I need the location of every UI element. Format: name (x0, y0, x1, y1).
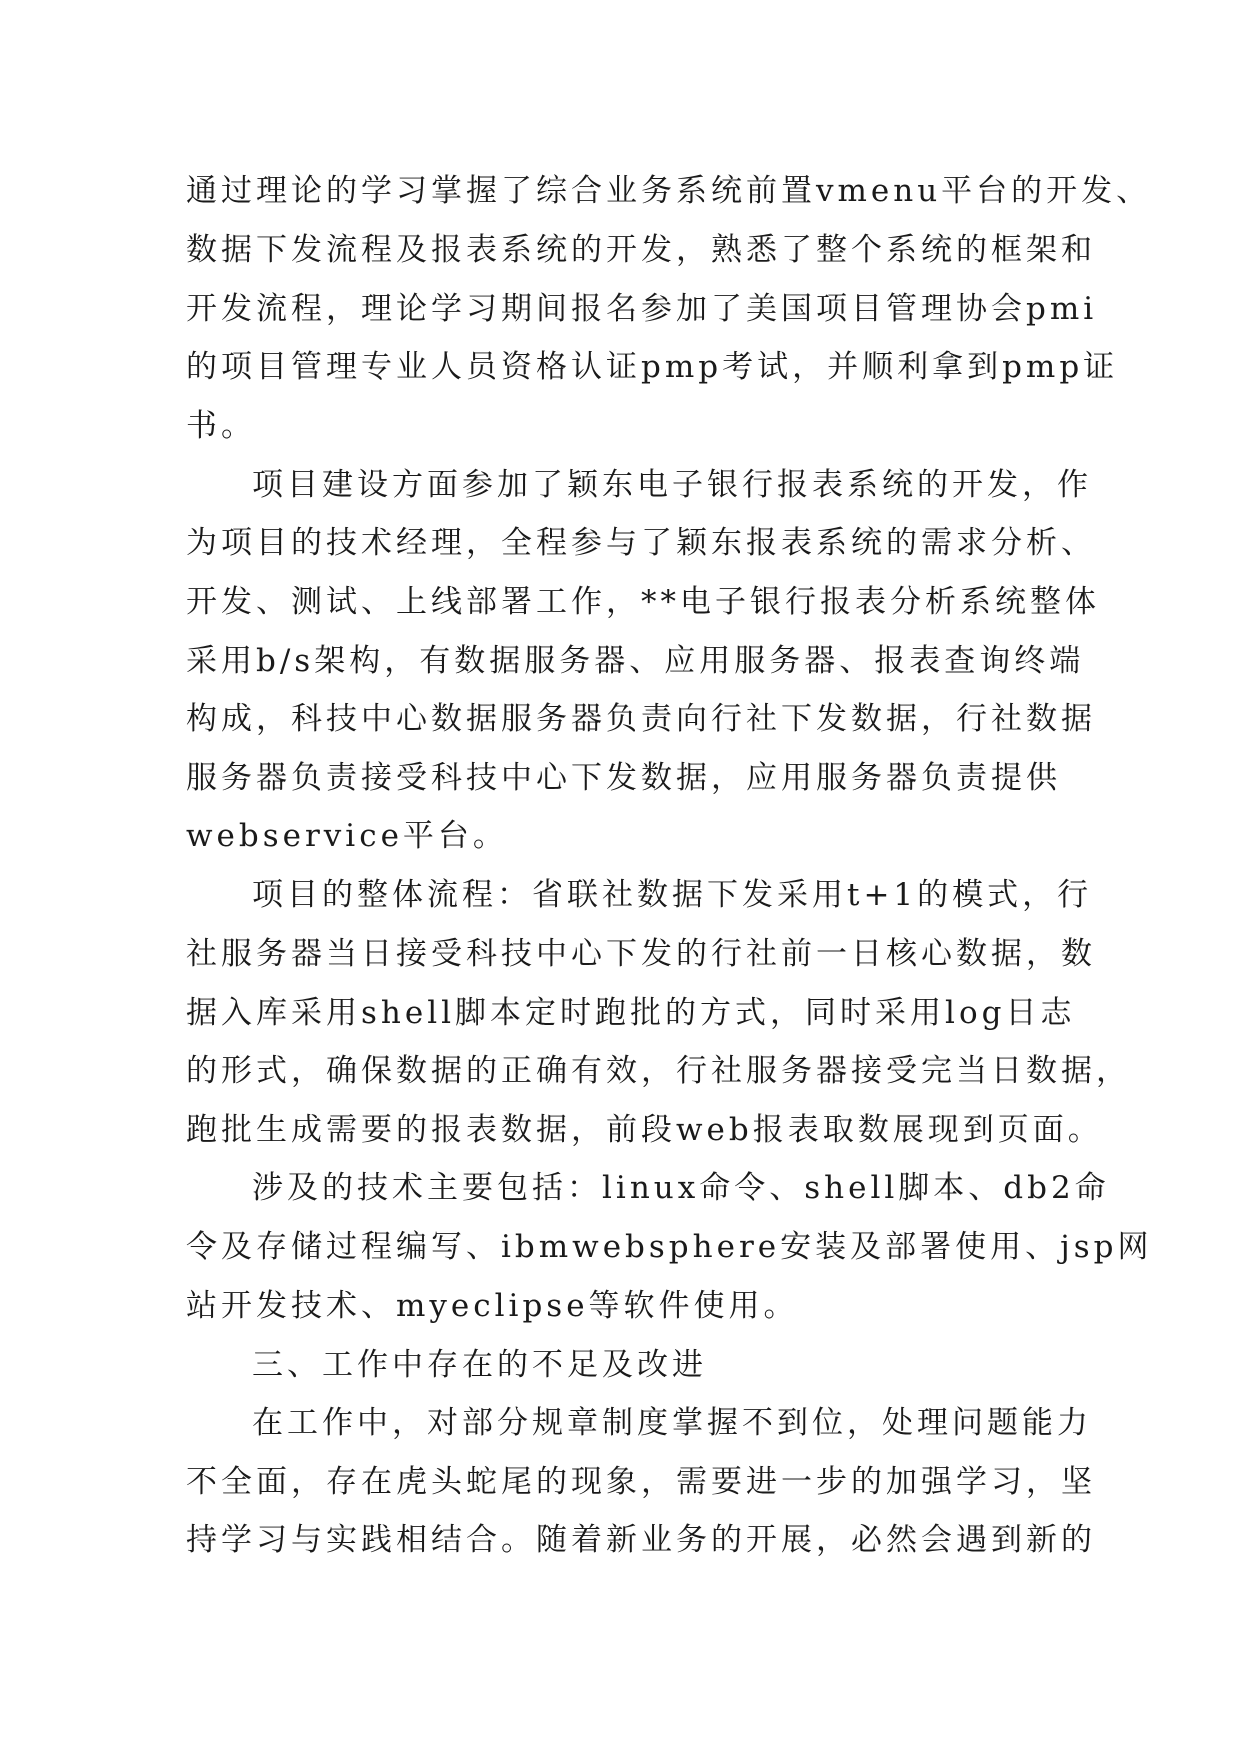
text-line: 不全面，存在虎头蛇尾的现象，需要进一步的加强学习，坚 (186, 1464, 1096, 1500)
text-line: 据入库采用shell脚本定时跑批的方式，同时采用log日志 (186, 995, 1076, 1031)
text-line: 开发流程，理论学习期间报名参加了美国项目管理协会pmi (186, 291, 1098, 327)
text-line: 跑批生成需要的报表数据，前段web报表取数展现到页面。 (186, 1112, 1103, 1148)
text-line: 项目建设方面参加了颖东电子银行报表系统的开发，作 (252, 467, 1092, 503)
text-line: 构成，科技中心数据服务器负责向行社下发数据，行社数据 (186, 701, 1096, 737)
text-line: 的项目管理专业人员资格认证pmp考试，并顺利拿到pmp证 (186, 349, 1119, 385)
text-line: 开发、测试、上线部署工作，**电子银行报表分析系统整体 (186, 584, 1100, 620)
section-heading: 三、工作中存在的不足及改进 (252, 1347, 707, 1383)
text-line: 为项目的技术经理，全程参与了颖东报表系统的需求分析、 (186, 525, 1096, 561)
text-line: 令及存储过程编写、ibmwebsphere安装及部署使用、jsp网 (186, 1229, 1153, 1265)
text-line: 项目的整体流程：省联社数据下发采用t+1的模式，行 (252, 877, 1093, 913)
text-line: 持学习与实践相结合。随着新业务的开展，必然会遇到新的 (186, 1522, 1096, 1558)
text-line: 通过理论的学习掌握了综合业务系统前置vmenu平台的开发、 (186, 173, 1152, 209)
text-line: 数据下发流程及报表系统的开发，熟悉了整个系统的框架和 (186, 232, 1096, 268)
text-line: 站开发技术、myeclipse等软件使用。 (186, 1288, 799, 1324)
text-line: 社服务器当日接受科技中心下发的行社前一日核心数据，数 (186, 936, 1096, 972)
text-line: 涉及的技术主要包括：linux命令、shell脚本、db2命 (252, 1170, 1110, 1206)
text-line: 书。 (186, 408, 256, 444)
text-line: 采用b/s架构，有数据服务器、应用服务器、报表查询终端 (186, 643, 1085, 679)
text-line: 的形式，确保数据的正确有效，行社服务器接受完当日数据， (186, 1053, 1131, 1089)
text-line: webservice平台。 (186, 818, 508, 854)
text-line: 在工作中，对部分规章制度掌握不到位，处理问题能力 (252, 1405, 1092, 1441)
text-line: 服务器负责接受科技中心下发数据，应用服务器负责提供 (186, 760, 1061, 796)
